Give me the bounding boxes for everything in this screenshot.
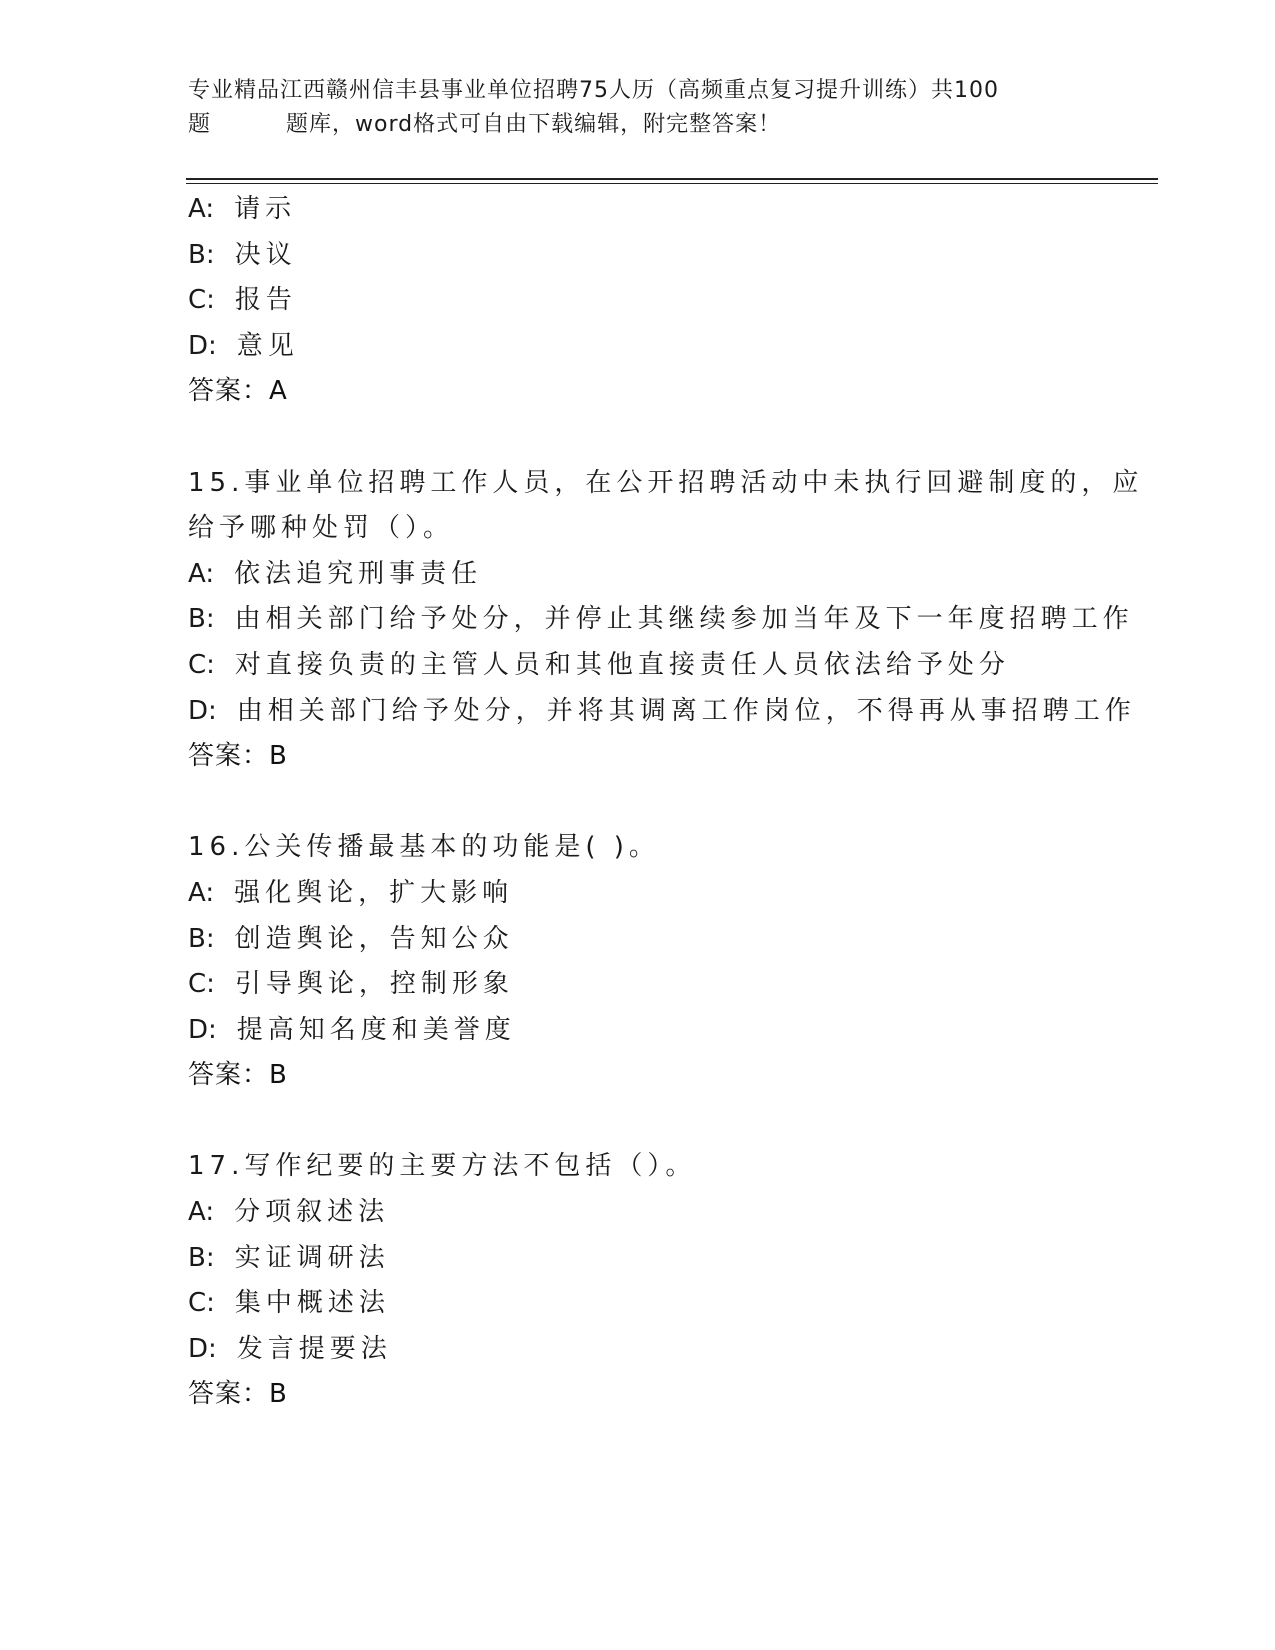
option-text: 集中概述法	[234, 1288, 390, 1319]
spacer	[188, 415, 1088, 461]
document-header	[188, 74, 1078, 142]
option-key: A:	[188, 877, 215, 908]
option-key: C:	[188, 1288, 215, 1319]
option-d	[188, 689, 1136, 735]
option-text: 由相关部门给予处分，并将其调离工作岗位，不得再从事招聘工作	[236, 695, 1136, 726]
option-text: 请示	[234, 194, 297, 224]
option-b	[188, 597, 1134, 643]
answer-line: 答案：A	[188, 376, 288, 407]
option-key: D:	[188, 1333, 217, 1364]
answer-line: 答案：B	[188, 1379, 288, 1410]
option-key: C:	[188, 285, 215, 316]
answer-line: 答案：B	[188, 1060, 288, 1091]
option-d	[188, 1327, 1088, 1373]
option-text: 引导舆论，控制形象	[234, 969, 514, 1000]
option-key: C:	[188, 649, 215, 680]
option-b	[188, 233, 1088, 279]
header-title-line2-rest: 题库，word格式可自由下载编辑，附完整答案！	[286, 112, 782, 137]
option-key: B:	[188, 1242, 215, 1273]
option-text: 对直接负责的主管人员和其他直接责任人员依法给予处分	[234, 649, 1010, 680]
header-title-line2	[188, 108, 1078, 142]
option-text: 决议	[234, 239, 297, 270]
option-text: 依法追究刑事责任	[234, 558, 483, 589]
option-b	[188, 917, 1088, 963]
question-stem: 16.公关传播最基本的功能是( )。	[188, 832, 660, 863]
option-text: 报告	[234, 285, 297, 316]
question-list	[188, 187, 1144, 1418]
answer-line: 答案：B	[188, 741, 288, 772]
option-c	[188, 962, 1088, 1008]
option-key: B:	[188, 239, 215, 270]
question-stem: 17.写作纪要的主要方法不包括（）。	[188, 1151, 697, 1182]
option-key: D:	[188, 1014, 217, 1045]
option-key: B:	[188, 923, 215, 954]
option-key: D:	[188, 695, 217, 726]
option-text: 意见	[236, 330, 299, 361]
header-title-line1: 专业精品江西赣州信丰县事业单位招聘75人历（高频重点复习提升训练）共100	[188, 78, 999, 103]
option-text: 创造舆论，告知公众	[234, 923, 514, 954]
header-divider-thin	[186, 183, 1158, 184]
header-title-line2-prefix: 题	[188, 112, 212, 137]
option-key: A:	[188, 558, 215, 589]
option-c	[188, 278, 1088, 324]
option-key: D:	[188, 330, 217, 361]
option-key: A:	[188, 194, 215, 224]
option-text: 强化舆论，扩大影响	[234, 877, 514, 908]
option-c	[188, 1281, 1088, 1327]
option-key: A:	[188, 1197, 215, 1228]
option-a	[188, 1190, 1088, 1236]
option-text: 实证调研法	[234, 1242, 390, 1273]
option-text: 发言提要法	[236, 1333, 392, 1364]
option-key: C:	[188, 969, 215, 1000]
option-text: 提高知名度和美誉度	[236, 1014, 516, 1045]
option-key: B:	[188, 604, 215, 635]
option-text: 分项叙述法	[234, 1197, 390, 1228]
option-d	[188, 1008, 1088, 1054]
question-stem: 15.事业单位招聘工作人员，在公开招聘活动中未执行回避制度的，应	[188, 467, 1144, 498]
option-text: 由相关部门给予处分，并停止其继续参加当年及下一年度招聘工作	[234, 604, 1134, 635]
option-a	[188, 187, 1088, 233]
spacer	[188, 1099, 1088, 1145]
question-stem-continued: 给予哪种处罚（）。	[188, 513, 455, 544]
option-a	[188, 552, 1088, 598]
option-a	[188, 871, 1088, 917]
option-d	[188, 324, 1088, 370]
option-c	[188, 643, 1088, 689]
spacer	[188, 780, 1088, 826]
header-divider-thick	[186, 178, 1158, 180]
option-b	[188, 1236, 1088, 1282]
